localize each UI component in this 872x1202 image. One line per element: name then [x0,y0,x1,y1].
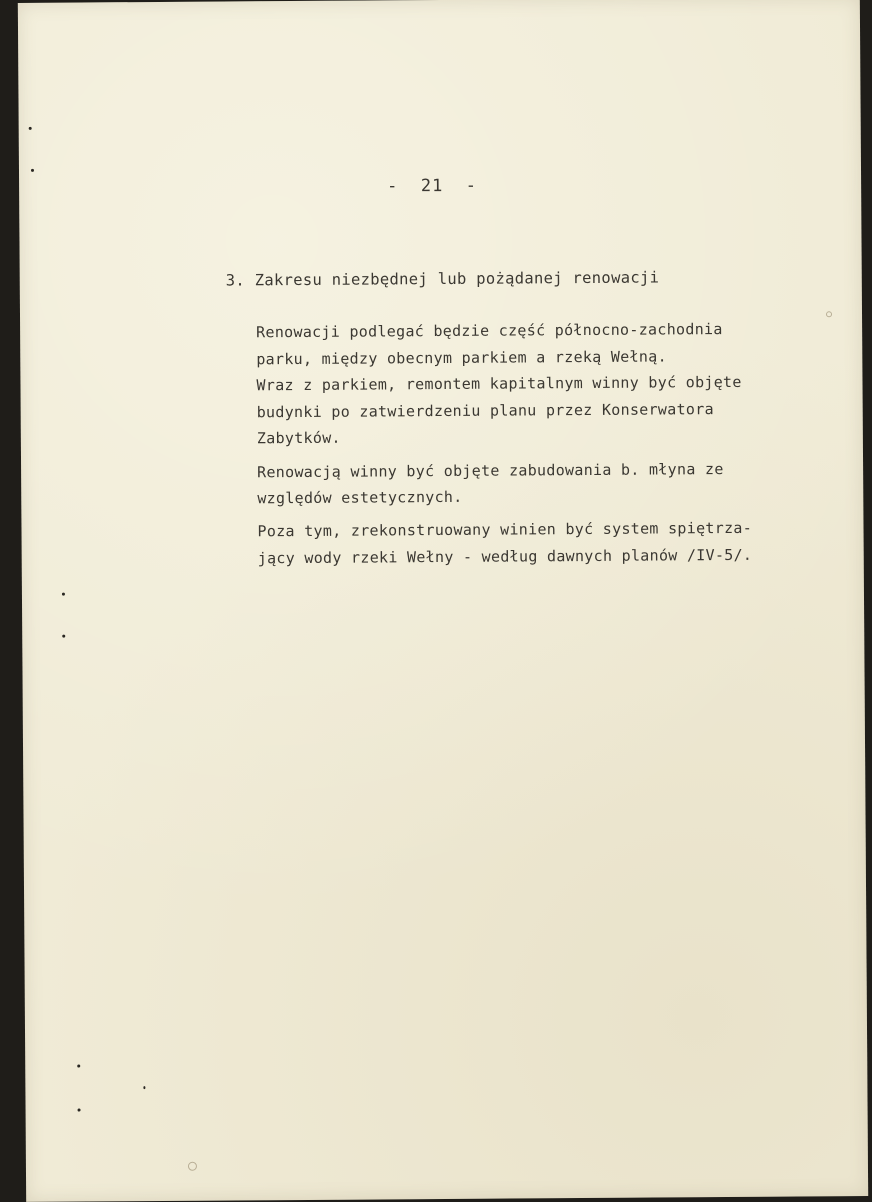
section-heading: 3. Zakresu niezbędnej lub pożądanej renowacji [225,268,660,290]
page-blemish [188,1162,197,1171]
ink-speck [29,127,32,130]
ink-speck [143,1086,145,1089]
body-line: budynki po zatwierdzeniu planu przez Konserwatora [256,400,714,422]
body-line: Renowacją winny być objęte zabudowania b. młyna ze [257,460,724,482]
ink-speck [77,1065,80,1068]
body-line: względów estetycznych. [257,487,463,508]
page-number: - 21 - [387,175,478,197]
page-blemish [826,311,832,317]
body-line: Poza tym, zrekonstruowany winien być system spiętrza- [257,518,753,541]
ink-speck [62,593,65,596]
body-line: Renowacji podlegać będzie część północno-zachodnia [256,320,723,342]
ink-speck [31,169,34,172]
ink-speck [78,1109,81,1112]
document-page [18,0,868,1202]
body-line: Zabytków. [256,428,341,448]
body-line: jący wody rzeki Wełny - według dawnych planów /IV-5/. [257,545,753,568]
ink-speck [62,635,65,638]
body-line: Wraz z parkiem, remontem kapitalnym winny być objęte [256,372,742,395]
body-line: parku, między obecnym parkiem a rzeką Wełną. [256,347,667,369]
